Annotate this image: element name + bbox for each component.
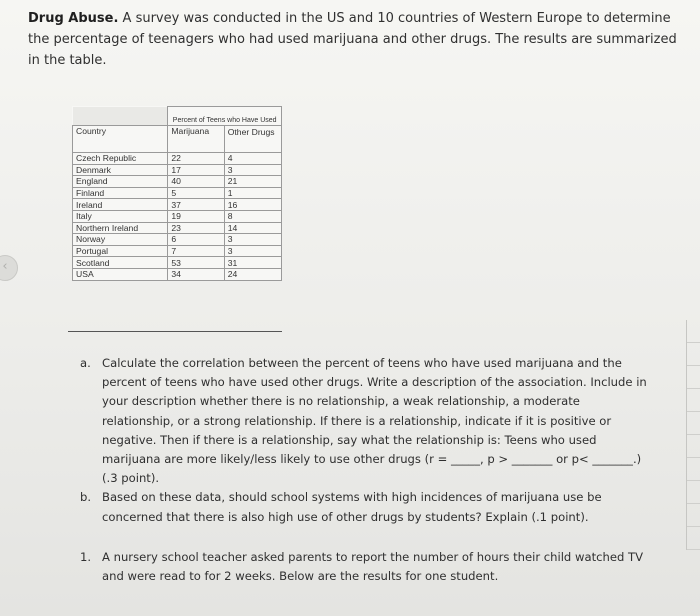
other-drugs-cell: 1 [224,187,281,199]
right-margin-lines [686,320,700,550]
marijuana-cell: 7 [168,245,224,257]
question-b-text: Based on these data, should school systems with high incidences of marijuana use be concerned that there is also high use of other drugs by students? Explain (.1 point). [102,490,602,524]
other-drugs-cell: 3 [224,164,281,176]
questions [80,354,650,527]
table-row [73,153,282,165]
table-row [73,234,282,246]
other-drugs-cell: 31 [224,257,281,269]
other-drugs-cell: 4 [224,153,281,165]
section-divider [68,331,282,332]
country-cell: Portugal [73,245,168,257]
marijuana-cell: 22 [168,153,224,165]
country-cell: Finland [73,187,168,199]
table-body [73,153,282,281]
table-row [73,222,282,234]
marijuana-cell: 19 [168,210,224,222]
marijuana-cell: 5 [168,187,224,199]
survey-table [72,106,282,281]
marijuana-cell: 40 [168,176,224,188]
question-a-label: a. [80,356,91,370]
other-drugs-cell: 21 [224,176,281,188]
other-drugs-cell: 3 [224,245,281,257]
table-row [73,164,282,176]
table-row [73,187,282,199]
country-cell: Czech Republic [73,153,168,165]
intro-title: Drug Abuse. [28,11,119,26]
marijuana-cell: 6 [168,234,224,246]
country-cell: USA [73,268,168,280]
question-1-text: A nursery school teacher asked parents to report the number of hours their child watched TV and were read to for 2 weeks. Below are the results for one student. [102,550,644,583]
other-drugs-cell: 16 [224,199,281,211]
table-row [73,245,282,257]
marijuana-cell: 34 [168,268,224,280]
table-header-row [73,126,282,153]
country-cell: England [73,176,168,188]
other-drugs-cell: 3 [224,234,281,246]
table-group-header-row [73,107,282,126]
header-country: Country [73,126,168,153]
marijuana-cell: 53 [168,257,224,269]
group-header: Percent of Teens who Have Used [168,107,282,126]
header-other-drugs: Other Drugs [224,126,281,153]
table-row [73,268,282,280]
other-drugs-cell: 8 [224,210,281,222]
country-cell: Scotland [73,257,168,269]
page-nav-circle-icon[interactable]: ‹ [0,255,18,281]
country-cell: Denmark [73,164,168,176]
country-cell: Northern Ireland [73,222,168,234]
marijuana-cell: 37 [168,199,224,211]
country-cell: Italy [73,210,168,222]
question-a [80,354,650,488]
table-row [73,210,282,222]
country-cell: Norway [73,234,168,246]
question-a-text: Calculate the correlation between the percent of teens who have used marijuana and the percent of teens who have used other drugs. Write a description of the association. Include in your description whether there is no relationship, a weak relationship, a moderate relationship, or a strong relationship. If there is a relationship, indicate if it is positive or negative. Then if there is a relationship, say what the relationship is: Teens who used marijuana are more likely/less likely to use other drugs (r = _____, p > _______ or p< _______.)(.3 point). [102,356,647,486]
other-drugs-cell: 24 [224,268,281,280]
table-row [73,257,282,269]
question-1-label: 1. [80,550,92,564]
other-drugs-cell: 14 [224,222,281,234]
question-b-label: b. [80,490,92,505]
question-b [80,488,650,526]
marijuana-cell: 23 [168,222,224,234]
question-1 [80,548,650,586]
table-row [73,176,282,188]
intro-paragraph [28,8,678,71]
table-row [73,199,282,211]
country-cell: Ireland [73,199,168,211]
header-marijuana: Marijuana [168,126,224,153]
marijuana-cell: 17 [168,164,224,176]
intro-text: A survey was conducted in the US and 10 countries of Western Europe to determine the percentage of teenagers who had used marijuana and other drugs. The results are summarized in the table. [28,11,677,68]
